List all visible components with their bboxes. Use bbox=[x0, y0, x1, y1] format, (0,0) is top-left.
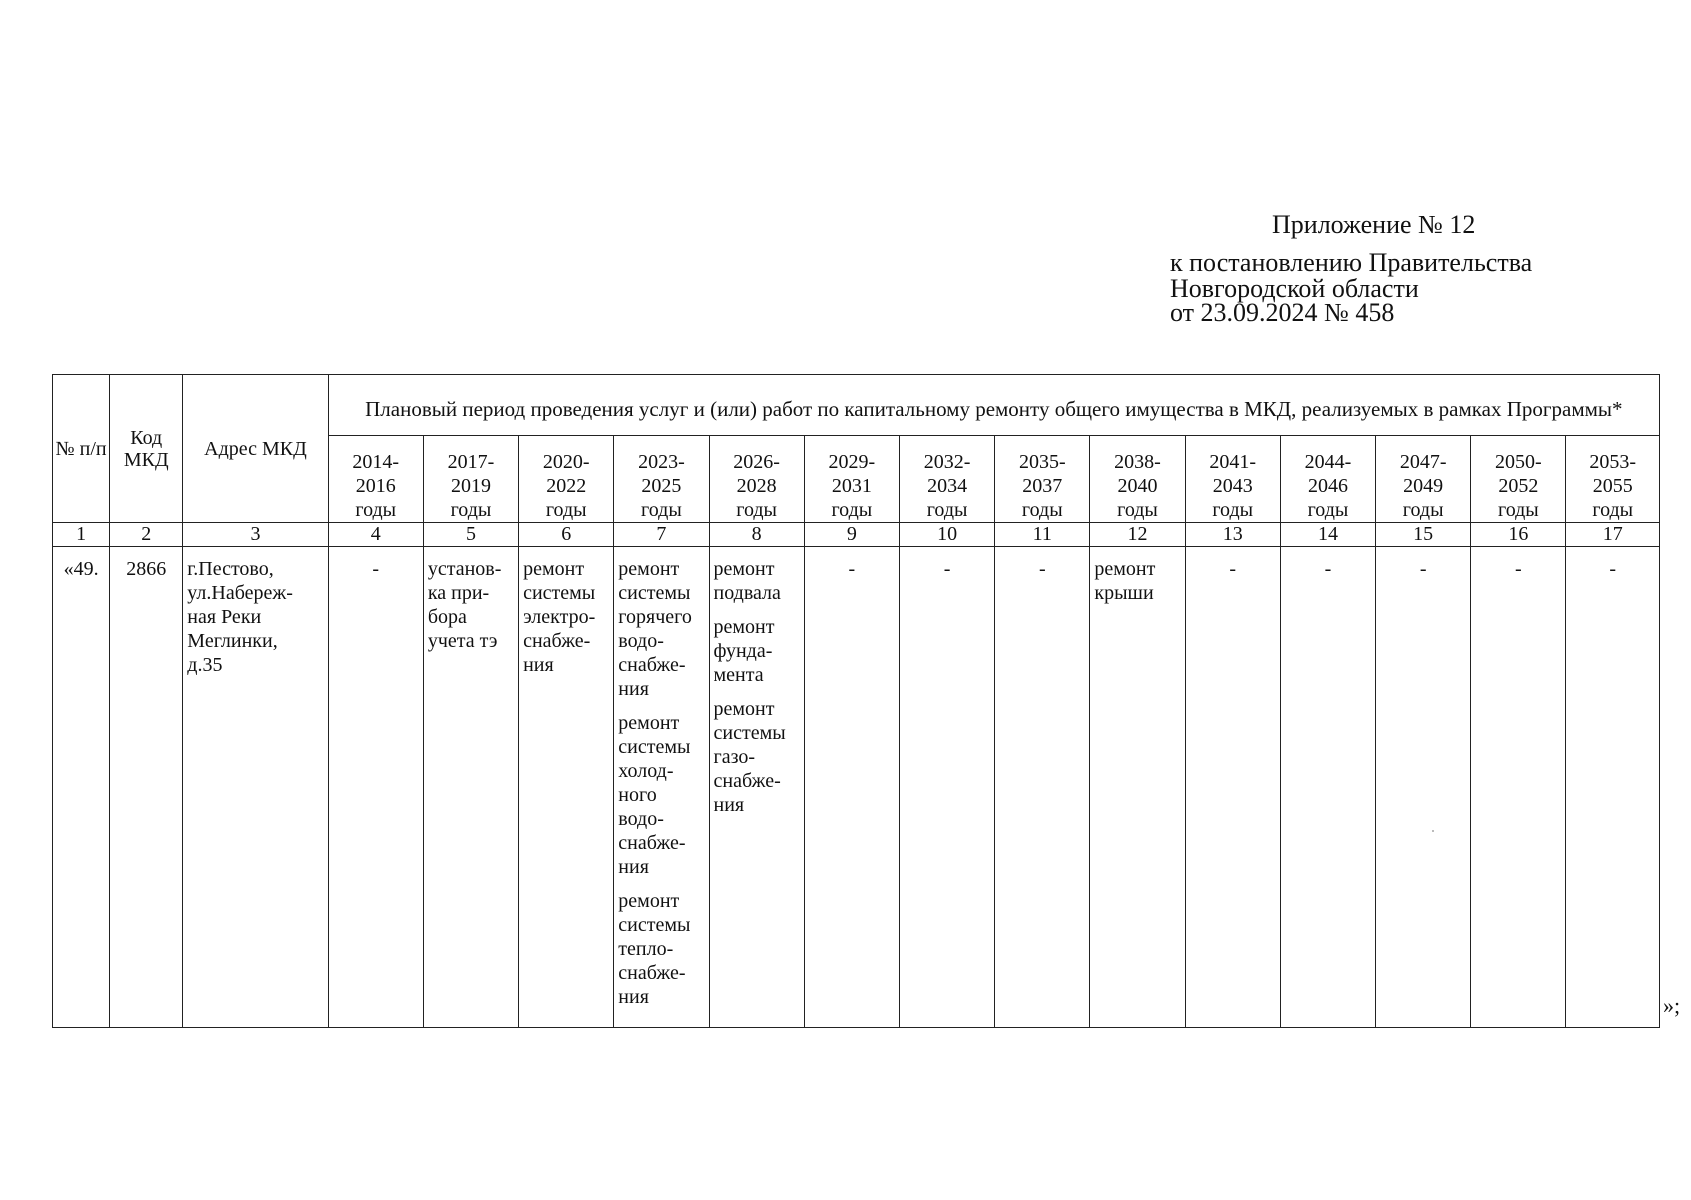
header-year-0 bbox=[328, 436, 423, 523]
closing-quote: »; bbox=[1663, 993, 1681, 1018]
year-range: 2053- 2055 bbox=[1589, 451, 1637, 497]
row-number: «49. bbox=[53, 547, 110, 1028]
year-unit: годы bbox=[1117, 499, 1158, 521]
appendix-title: Приложение № 12 bbox=[1272, 210, 1476, 239]
column-number: 16 bbox=[1471, 523, 1566, 547]
year-unit: годы bbox=[1498, 499, 1539, 521]
column-number: 1 bbox=[53, 523, 110, 547]
column-number: 9 bbox=[804, 523, 899, 547]
column-number: 14 bbox=[1280, 523, 1375, 547]
header-year-5 bbox=[804, 436, 899, 523]
year-unit: годы bbox=[1307, 499, 1349, 521]
period-cell-5: - bbox=[804, 547, 899, 1028]
work-item: ремонт системы тепло- снабже- ния bbox=[618, 890, 691, 1008]
work-item: ремонт системы холод- ного водо- снабже- ния bbox=[618, 712, 691, 878]
column-number: 12 bbox=[1090, 523, 1185, 547]
column-number: 7 bbox=[614, 523, 709, 547]
year-range: 2035- 2037 bbox=[1018, 451, 1066, 497]
year-range: 2047- 2049 bbox=[1399, 451, 1447, 497]
capital-repair-table bbox=[52, 374, 1660, 1028]
period-cell-1 bbox=[423, 547, 518, 1028]
year-range: 2050- 2052 bbox=[1495, 451, 1542, 497]
period-cell-10: - bbox=[1280, 547, 1375, 1028]
header-address: Адрес МКД bbox=[183, 375, 328, 523]
column-number: 15 bbox=[1376, 523, 1471, 547]
year-unit: годы bbox=[1021, 499, 1063, 521]
column-number: 4 bbox=[328, 523, 423, 547]
year-unit: годы bbox=[926, 499, 968, 521]
work-item: ремонт системы газо- снабже- ния bbox=[713, 698, 786, 816]
header-year-9 bbox=[1185, 436, 1280, 523]
appendix-line-region: Новгородской области bbox=[1170, 274, 1419, 303]
period-cell-0: - bbox=[328, 547, 423, 1028]
column-number: 3 bbox=[183, 523, 328, 547]
period-cell-2 bbox=[519, 547, 614, 1028]
scan-speck bbox=[1432, 830, 1434, 832]
year-range: 2023- 2025 bbox=[638, 451, 685, 497]
period-cell-3 bbox=[614, 547, 709, 1028]
year-range: 2014- 2016 bbox=[352, 451, 400, 497]
period-cell-4 bbox=[709, 547, 804, 1028]
header-year-10 bbox=[1280, 436, 1375, 523]
work-item: ремонт фунда- мента bbox=[713, 616, 775, 686]
header-year-7 bbox=[995, 436, 1090, 523]
header-year-11 bbox=[1376, 436, 1471, 523]
column-number: 13 bbox=[1185, 523, 1280, 547]
period-cell-7: - bbox=[995, 547, 1090, 1028]
period-cell-11: - bbox=[1376, 547, 1471, 1028]
year-unit: годы bbox=[450, 499, 492, 521]
header-code: Код МКД bbox=[110, 375, 183, 523]
work-item: ремонт системы электро- снабже- ния bbox=[523, 558, 596, 676]
header-year-3 bbox=[614, 436, 709, 523]
header-year-8 bbox=[1090, 436, 1185, 523]
header-year-4 bbox=[709, 436, 804, 523]
year-unit: годы bbox=[641, 499, 682, 521]
row-code: 2866 bbox=[110, 547, 183, 1028]
header-period: Плановый период проведения услуг и (или) работ по капитальному ремонту общего имущества в МКД, реализуемых в рамках Программы* bbox=[328, 375, 1659, 436]
year-unit: годы bbox=[1402, 499, 1444, 521]
year-unit: годы bbox=[736, 499, 777, 521]
header-year-6 bbox=[899, 436, 994, 523]
year-range: 2032- 2034 bbox=[923, 451, 971, 497]
column-number: 6 bbox=[519, 523, 614, 547]
appendix-line-date: от 23.09.2024 № 458 bbox=[1170, 298, 1395, 327]
column-number: 5 bbox=[423, 523, 518, 547]
appendix-line-resolution: к постановлению Правительства bbox=[1170, 248, 1533, 277]
period-cell-13: - bbox=[1566, 547, 1660, 1028]
header-year-2 bbox=[519, 436, 614, 523]
work-item: ремонт подвала bbox=[713, 558, 781, 604]
year-range: 2038- 2040 bbox=[1114, 451, 1161, 497]
year-range: 2017- 2019 bbox=[447, 451, 495, 497]
column-number: 11 bbox=[995, 523, 1090, 547]
period-cell-8 bbox=[1090, 547, 1185, 1028]
row-address: г.Пестово, ул.Набереж- ная Реки Меглинки, д.35 bbox=[183, 547, 328, 1028]
year-unit: годы bbox=[355, 499, 397, 521]
period-cell-9: - bbox=[1185, 547, 1280, 1028]
header-no: № п/п bbox=[53, 375, 110, 523]
year-unit: годы bbox=[831, 499, 873, 521]
work-item: ремонт крыши bbox=[1094, 558, 1156, 604]
year-range: 2029- 2031 bbox=[828, 451, 876, 497]
year-range: 2044- 2046 bbox=[1304, 451, 1352, 497]
header-year-12 bbox=[1471, 436, 1566, 523]
column-number: 2 bbox=[110, 523, 183, 547]
period-cell-6: - bbox=[899, 547, 994, 1028]
work-item: установ- ка при- бора учета тэ bbox=[427, 558, 502, 652]
year-range: 2026- 2028 bbox=[733, 451, 780, 497]
year-unit: годы bbox=[545, 499, 587, 521]
header-year-1 bbox=[423, 436, 518, 523]
column-number: 8 bbox=[709, 523, 804, 547]
year-range: 2041- 2043 bbox=[1209, 451, 1257, 497]
year-unit: годы bbox=[1592, 499, 1634, 521]
period-cell-12: - bbox=[1471, 547, 1566, 1028]
column-number: 10 bbox=[899, 523, 994, 547]
header-year-13 bbox=[1566, 436, 1660, 523]
year-unit: годы bbox=[1212, 499, 1254, 521]
column-number: 17 bbox=[1566, 523, 1660, 547]
work-item: ремонт системы горячего водо- снабже- ния bbox=[618, 558, 692, 700]
year-range: 2020- 2022 bbox=[542, 451, 590, 497]
